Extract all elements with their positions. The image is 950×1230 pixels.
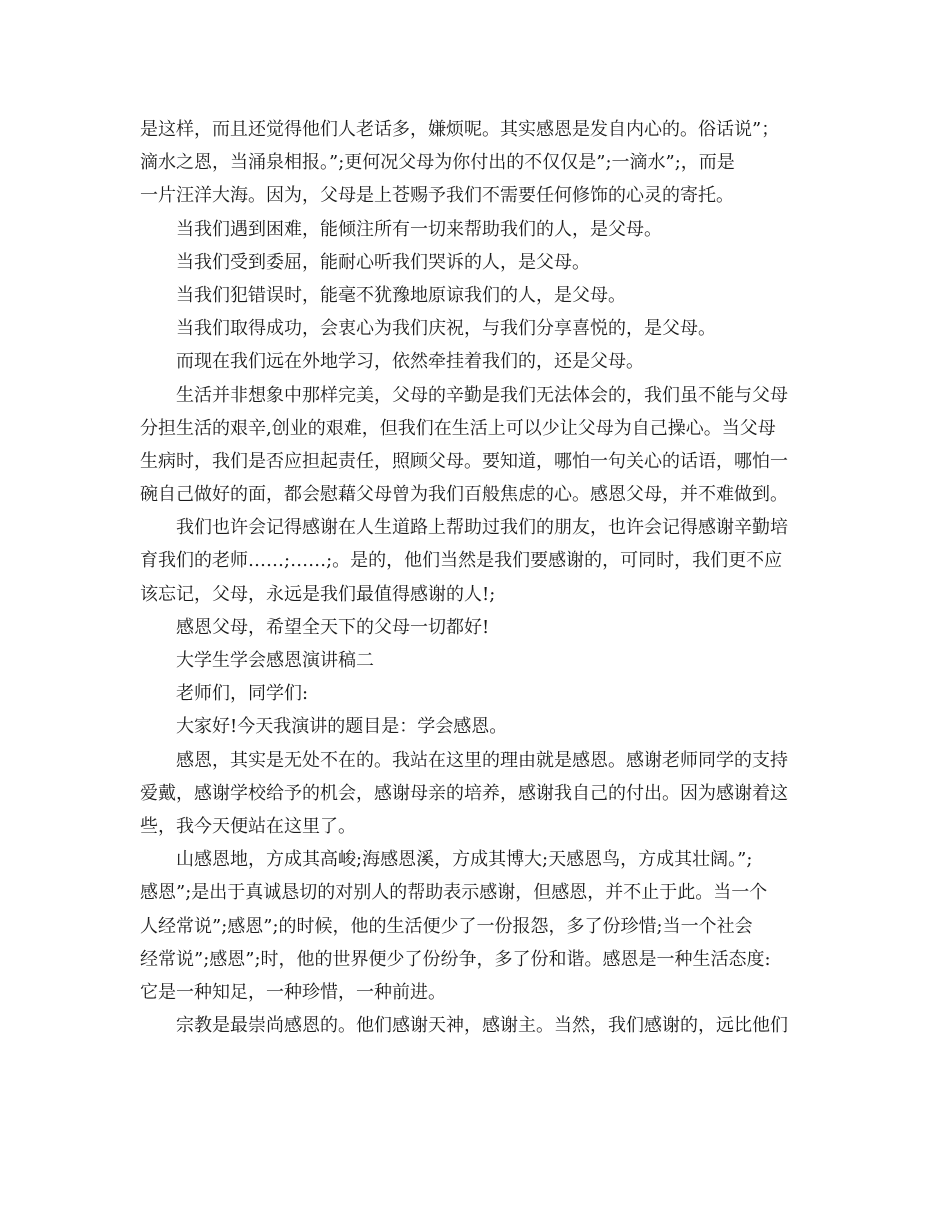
document-body	[140, 113, 820, 1042]
text-line: 大学生学会感恩演讲稿二	[176, 650, 374, 671]
text-line: 育我们的老师……;……;。是的，他们当然是我们要感谢的，可同时，我们更不应	[140, 550, 783, 572]
text-line: 生活并非想象中那样完美，父母的辛勤是我们无法体会的，我们虽不能与父母	[176, 384, 788, 406]
text-line: 些，我今天便站在这里了。	[140, 815, 356, 837]
text-line: 分担生活的艰辛,创业的艰难，但我们在生活上可以少让父母为自己操心。当父母	[140, 417, 776, 439]
text-line: 经常说”;感恩”;时，他的世界便少了份纷争，多了份和谐。感恩是一种生活态度:	[140, 948, 771, 970]
text-line: 感恩父母，希望全天下的父母一切都好!	[176, 616, 490, 638]
text-line: 爱戴，感谢学校给予的机会，感谢母亲的培养，感谢我自己的付出。因为感谢着这	[140, 782, 788, 804]
text-line: 是这样，而且还觉得他们人老话多，嫌烦呢。其实感恩是发自内心的。俗话说”；	[140, 119, 780, 140]
text-line: 老师们，同学们:	[176, 683, 309, 705]
text-line: 该忘记，父母，永远是我们最值得感谢的人!;	[140, 583, 496, 605]
text-line: 它是一种知足，一种珍惜，一种前进。	[140, 981, 446, 1003]
text-line: 感恩，其实是无处不在的。我站在这里的理由就是感恩。感谢老师同学的支持	[176, 749, 788, 771]
text-line: 一片汪洋大海。因为，父母是上苍赐予我们不需要任何修饰的心灵的寄托。	[140, 185, 734, 207]
text-line: 我们也许会记得感谢在人生道路上帮助过我们的朋友，也许会记得感谢辛勤培	[176, 517, 788, 539]
text-line: 宗教是最崇尚感恩的。他们感谢天神，感谢主。当然，我们感谢的，远比他们	[176, 1015, 788, 1037]
text-line: 当我们犯错误时，能毫不犹豫地原谅我们的人，是父母。	[176, 284, 626, 306]
text-line: 当我们受到委屈，能耐心听我们哭诉的人，是父母。	[176, 251, 590, 273]
text-line: 碗自己做好的面，都会慰藉父母曾为我们百般焦虑的心。感恩父母，并不难做到。	[140, 484, 788, 506]
text-line: 感恩”;是出于真诚恳切的对别人的帮助表示感谢，但感恩，并不止于此。当一个	[140, 882, 768, 904]
text-line: 当我们遇到困难，能倾注所有一切来帮助我们的人，是父母。	[176, 218, 662, 240]
text-line: 而现在我们远在外地学习，依然牵挂着我们的，还是父母。	[176, 351, 644, 373]
text-line: 大家好!今天我演讲的题目是：学会感恩。	[176, 716, 508, 738]
text-line: 人经常说”;感恩”;的时候，他的生活便少了一份报怨，多了份珍惜;当一个社会	[140, 915, 753, 937]
text-line: 生病时，我们是否应担起责任，照顾父母。要知道，哪怕一句关心的话语，哪怕一	[140, 450, 788, 472]
text-line: 山感恩地，方成其高峻;海感恩溪，方成其博大;天感恩鸟，方成其壮阔。”;	[176, 849, 753, 871]
text-line: 当我们取得成功，会衷心为我们庆祝，与我们分享喜悦的，是父母。	[176, 318, 716, 340]
text-line: 滴水之恩，当涌泉相报。”;更何况父母为你付出的不仅仅是”;一滴水”;，而是	[140, 152, 735, 174]
